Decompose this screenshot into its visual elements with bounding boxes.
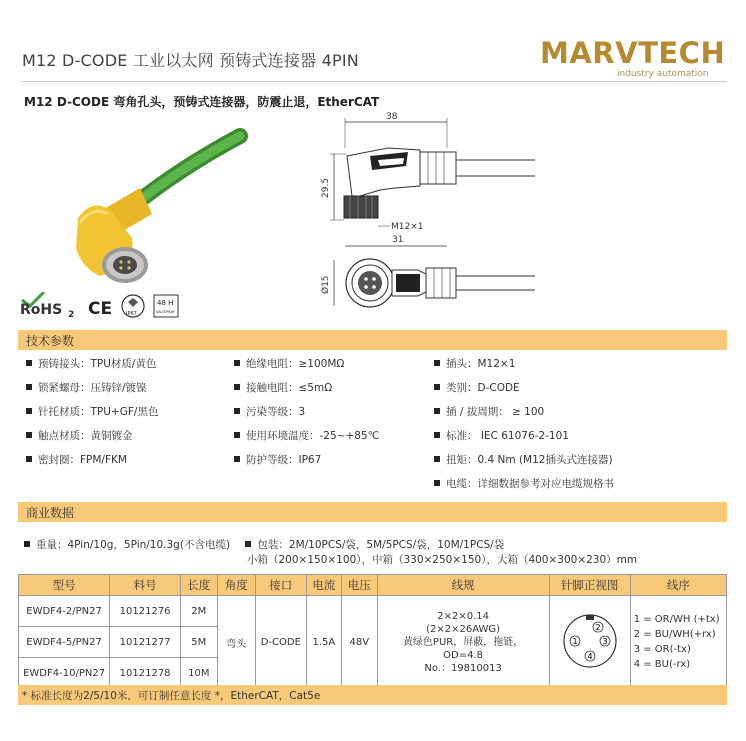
dim-thread: M12×1 — [391, 222, 424, 232]
rohs-subscript: 2 — [68, 310, 75, 320]
spec-item: 插 / 拔周期： ≥ 100 — [434, 404, 614, 428]
weight-text: 重量：4Pin/10g，5Pin/10.3g(不含电缆) — [36, 539, 231, 551]
brand-logo — [540, 38, 730, 82]
spec-item: 类别：D-CODE — [434, 380, 614, 404]
cell-part: 10121276 — [110, 596, 181, 627]
cell-wiring: 1 = OR/WH (+tx) 2 = BU/WH(+rx) 3 = OR(-tx) 4 = BU(-rx) — [630, 596, 726, 689]
footnote-bar — [18, 685, 727, 705]
spec-item: 电缆：详细数据参考对应电缆规格书 — [434, 476, 614, 500]
cell-model: EWDF4-2/PN27 — [19, 596, 110, 627]
header-divider — [22, 81, 727, 82]
boxes-text: 小箱（200×150×100），中箱（330×250×150），大箱（400×300×230）mm — [247, 554, 638, 566]
certification-icons — [18, 292, 213, 320]
cell-voltage: 48V — [342, 596, 377, 689]
col-header-interface: 接口 — [255, 575, 306, 596]
cell-angle: 弯头 — [217, 596, 255, 689]
product-table — [18, 574, 727, 689]
spec-item: 使用环境温度：-25~+85℃ — [234, 428, 379, 452]
logo-tagline: industry automation — [617, 69, 709, 79]
boxes-row — [24, 552, 637, 567]
salt-spray-hours: 48 H — [157, 299, 174, 307]
spec-item: 触点材质：黄铜镀金 — [26, 428, 158, 452]
cell-part: 10121278 — [110, 658, 181, 689]
dim-height: 29.5 — [321, 177, 331, 198]
bullet-icon — [24, 541, 30, 547]
technical-drawing — [300, 108, 560, 318]
pin-label: 4 — [587, 651, 593, 661]
col-header-cable: 线规 — [377, 575, 549, 596]
cell-pinout — [549, 596, 630, 689]
cell-model: EWDF4-5/PN27 — [19, 627, 110, 658]
cell-part: 10121277 — [110, 627, 181, 658]
cell-length: 5M — [181, 627, 217, 658]
dim-diameter: Ø15 — [321, 275, 331, 294]
spec-item: 预铸接头：TPU材质/黄色 — [26, 356, 158, 380]
pin-label: 3 — [602, 636, 608, 646]
col-header-wiring: 线序 — [630, 575, 726, 596]
table-header-row — [19, 575, 727, 596]
col-header-current: 电流 — [306, 575, 341, 596]
spec-item: 防护等级：IP67 — [234, 452, 379, 476]
cell-current: 1.5A — [306, 596, 341, 689]
col-header-voltage: 电压 — [342, 575, 377, 596]
spec-item: 污染等级：3 — [234, 404, 379, 428]
specs-section-title: 技术参数 — [26, 334, 75, 348]
certification-row — [18, 292, 213, 320]
spec-item: 绝缘电阻：≥100MΩ — [234, 356, 379, 380]
cell-cable: 2×2×0.14 (2×2×26AWG) 黄绿色PUR，屏蔽，拖链， OD=4.8 No.：19810013 — [377, 596, 549, 689]
cell-model: EWDF4-10/PN27 — [19, 658, 110, 689]
specs-column-1 — [26, 356, 158, 476]
table-row — [19, 596, 727, 627]
footnote-text: * 标准长度为2/5/10米，可订制任意长度 *，EtherCAT，Cat5e — [22, 690, 321, 702]
spec-item: 扭矩：0.4 Nm (M12插头式连接器) — [434, 452, 614, 476]
spec-item: 针托材质：TPU+GF/黑色 — [26, 404, 158, 428]
packing-text: 包装：2M/10PCS/袋，5M/5PCS/袋，10M/1PCS/袋 — [257, 539, 505, 551]
spec-item: 插头：M12×1 — [434, 356, 614, 380]
pinout-diagram-icon — [560, 611, 620, 671]
cell-length: 10M — [181, 658, 217, 689]
rohs-logo: RoHS — [20, 302, 63, 318]
col-header-angle: 角度 — [217, 575, 255, 596]
spec-item: 接触电阻：≤5mΩ — [234, 380, 379, 404]
dim-length: 38 — [386, 112, 398, 122]
col-header-length: 长度 — [181, 575, 217, 596]
col-header-part: 料号 — [110, 575, 181, 596]
salt-spray-label: SALTSPRAY — [156, 310, 175, 314]
page-title: M12 D-CODE 工业以太网 预铸式连接器 4PIN — [22, 51, 359, 70]
col-header-model: 型号 — [19, 575, 110, 596]
business-section-title: 商业数据 — [26, 506, 75, 520]
spec-item: 密封圈：FPM/FKM — [26, 452, 158, 476]
product-subtitle: M12 D-CODE 弯角孔头，预铸式连接器，防震止退，EtherCAT — [24, 95, 380, 109]
bullet-icon — [245, 541, 251, 547]
cell-length: 2M — [181, 596, 217, 627]
spec-item: 标准： IEC 61076-2-101 — [434, 428, 614, 452]
pin-label: 2 — [595, 622, 601, 632]
ce-mark: CE — [88, 299, 113, 319]
spec-item: 锁紧螺母：压铸锌/镀镍 — [26, 380, 158, 404]
product-photo — [40, 118, 250, 288]
business-data — [24, 537, 637, 567]
pin-label: 1 — [572, 636, 578, 646]
specs-section-header — [18, 330, 727, 350]
business-section-header — [18, 502, 727, 522]
specs-column-3 — [434, 356, 614, 500]
dim-width: 31 — [392, 235, 404, 245]
cell-interface: D-CODE — [255, 596, 306, 689]
col-header-pinout: 针脚正视图 — [549, 575, 630, 596]
ip67-label: IP67 — [126, 311, 137, 317]
logo-wordmark: MARVTECH — [540, 36, 726, 70]
specs-column-2 — [234, 356, 379, 476]
